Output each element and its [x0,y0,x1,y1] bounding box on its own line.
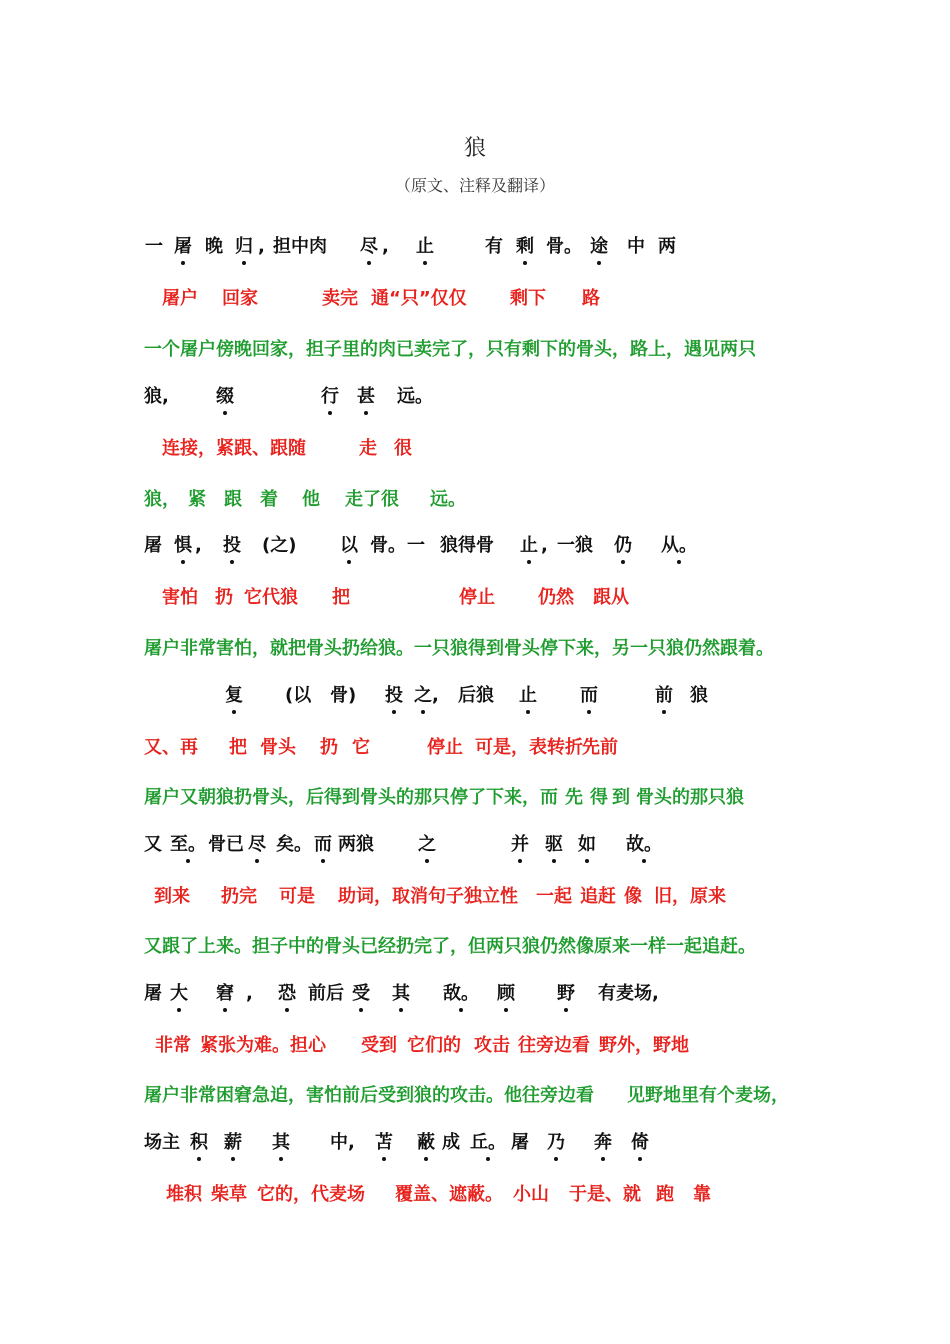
emphasized-word: 窘 [216,983,234,1004]
text-segment: 紧 [188,489,206,510]
text-segment: 见野地里有个麦场， [627,1085,789,1106]
emphasized-word: 以 [340,535,358,556]
text-segment: 得 [590,787,608,808]
text-segment: 屠 [511,1132,529,1153]
emphasized-word: 大 [170,983,188,1004]
text-segment: 助词，取消句子独立性 [338,886,518,907]
text-segment: 骨) [330,685,357,706]
text-segment: 一起 [536,886,572,907]
text-segment: , [541,535,548,556]
text-segment: 野外，野地 [599,1035,689,1056]
text-segment: 骨已 [208,834,244,855]
text-segment: 一 [145,236,163,257]
text-segment: 它 [352,737,370,758]
annotation-line [0,885,950,919]
text-segment: 两狼 [338,834,374,855]
text-segment: (以 [285,685,312,706]
emphasized-word: 止 [520,535,538,556]
emphasized-word: 蔽 [417,1132,435,1153]
text-segment: 狼得骨 [440,535,494,556]
text-segment: 它代狼 [244,587,298,608]
text-segment: 着 [260,489,278,510]
text-segment: 有麦场, [598,983,659,1004]
emphasized-word: 屠 [174,236,192,257]
emphasized-word: 剩 [516,236,534,257]
text-segment: 有 [485,236,503,257]
text-segment: 一个屠户傍晚回家，担子里的肉已卖完了，只有剩下的骨头，路上，遇见两只 [144,339,756,360]
translation-line [0,1084,950,1118]
text-segment: 仍然 [538,587,574,608]
emphasized-word: 而 [580,685,598,706]
annotation-line [0,437,950,471]
text-segment: 又 [144,834,162,855]
emphasized-word: 仍 [614,535,632,556]
text-segment: 骨。 [370,535,406,556]
text-segment: 狼, [144,386,169,407]
text-segment: 堆积 [166,1184,202,1205]
text-segment: 屠户非常困窘急迫，害怕前后受到狼的攻击。他往旁边看 [144,1085,594,1106]
annotation-line [0,586,950,620]
text-segment: 矣。 [276,834,312,855]
text-segment: 可是 [279,886,315,907]
text-segment: 受到 [361,1035,397,1056]
text-segment: 屠 [144,983,162,1004]
emphasized-word: 前 [655,685,673,706]
text-segment: 卖完 [322,288,358,309]
text-segment: 骨头的那只狼 [636,787,744,808]
emphasized-word: 野 [557,983,575,1004]
original-text-line [0,982,950,1016]
text-segment: 覆盖、遮蔽。 [395,1184,503,1205]
annotation-line [0,1183,950,1217]
text-segment: 扔 [215,587,233,608]
text-segment: (之) [262,535,297,556]
text-segment: 屠户非常害怕，就把骨头扔给狼。一只狼得到骨头停下来，另一只狼仍然跟着。 [144,638,774,659]
emphasized-word: 归 [235,236,253,257]
emphasized-word: 奔 [594,1132,612,1153]
annotation-line [0,287,950,321]
text-segment: 于是、就 [569,1184,641,1205]
emphasized-word: 受 [352,983,370,1004]
emphasized-word: 驱 [545,834,563,855]
emphasized-word: 至。 [170,834,206,855]
text-segment: 旧，原来 [654,886,726,907]
text-segment: 他 [302,489,320,510]
text-segment: 远。 [397,386,433,407]
text-segment: 跟 [224,489,242,510]
text-segment: 先前 [582,737,618,758]
emphasized-word: 甚 [357,386,375,407]
text-segment: 像 [624,886,642,907]
emphasized-word: 途 [590,236,608,257]
text-segment: 到 [612,787,630,808]
emphasized-word: 行 [321,386,339,407]
text-segment: 回家 [222,288,258,309]
emphasized-word: 尽 [360,236,378,257]
text-segment: 紧张为难。担心 [200,1035,326,1056]
annotation-line [0,736,950,770]
annotation-line [0,1034,950,1068]
text-segment: 屠户又朝狼扔骨头，后得到骨头的那只停了下来，而 [144,787,558,808]
text-segment: 害怕 [162,587,198,608]
text-segment: 又、再 [144,737,198,758]
text-segment: 担中肉 [273,236,327,257]
original-text-line [0,1131,950,1165]
text-segment: 后狼 [458,685,494,706]
emphasized-word: 其 [392,983,410,1004]
emphasized-word: 积 [190,1132,208,1153]
text-segment: , [195,535,202,556]
emphasized-word: 顾 [497,983,515,1004]
text-segment: 跟从 [593,587,629,608]
emphasized-word: 止 [416,236,434,257]
translation-line [0,637,950,671]
emphasized-word: 薪 [224,1132,242,1153]
text-segment: 狼， [144,489,180,510]
text-segment: 柴草 [211,1184,247,1205]
text-segment: 攻击 [474,1035,510,1056]
text-segment: 屠 [144,535,162,556]
text-segment: 追赶 [580,886,616,907]
emphasized-word: 故。 [626,834,662,855]
text-segment: 它的，代麦场 [257,1184,365,1205]
text-segment: 一 [407,535,425,556]
text-segment: 路 [582,288,600,309]
emphasized-word: 惧 [174,535,192,556]
emphasized-word: 倚 [631,1132,649,1153]
text-segment: 走 [359,438,377,459]
emphasized-word: 丘。 [470,1132,506,1153]
text-segment: 狼 [690,685,708,706]
emphasized-word: 其 [272,1132,290,1153]
text-segment: 靠 [693,1184,711,1205]
text-segment: 剩下 [510,288,546,309]
emphasized-word: 并 [511,834,529,855]
text-segment: 扔完 [221,886,257,907]
emphasized-word: 恐 [278,983,296,1004]
emphasized-word: 投 [385,685,403,706]
text-segment: 场主 [144,1132,180,1153]
text-segment: 远。 [430,489,466,510]
text-segment: 晚 [205,236,223,257]
text-segment: 非常 [155,1035,191,1056]
text-segment: 很 [394,438,412,459]
emphasized-word: 从。 [661,535,697,556]
text-segment: , [382,236,389,257]
original-text-line [0,684,950,718]
emphasized-word: 之 [418,834,436,855]
text-segment: 屠户 [162,288,198,309]
text-segment: 先 [565,787,583,808]
emphasized-word: 复 [225,685,243,706]
emphasized-word: 敌。 [443,983,479,1004]
text-segment: 一狼 [557,535,593,556]
emphasized-word: 缀 [216,386,234,407]
text-segment: 把 [229,737,247,758]
text-segment: 中 [627,236,645,257]
text-segment: 走了很 [345,489,399,510]
text-segment: 前后 [308,983,344,1004]
text-segment: 扔 [320,737,338,758]
page-title: 狼 [463,136,486,161]
text-segment: 可是，表转折 [475,737,583,758]
emphasized-word: 尽 [248,834,266,855]
text-segment: 中, [330,1132,355,1153]
text-segment: 连接，紧跟、跟随 [162,438,306,459]
text-segment: 停止 [427,737,463,758]
translation-line [0,935,950,969]
translation-line [0,488,950,522]
text-segment: 小山 [513,1184,549,1205]
text-segment: 停止 [459,587,495,608]
original-text-line [0,833,950,867]
page-subtitle: （原文、注释及翻译） [394,176,555,195]
text-segment: 骨头 [260,737,296,758]
text-segment: 往旁边看 [518,1035,590,1056]
text-segment: 把 [332,587,350,608]
original-text-line [0,385,950,419]
emphasized-word: 如 [578,834,596,855]
emphasized-word: 而 [314,834,332,855]
translation-line [0,786,950,820]
emphasized-word: 乃 [547,1132,565,1153]
text-segment: 它们的 [407,1035,461,1056]
emphasized-word: 之 [414,685,432,706]
text-segment: , [258,236,265,257]
original-text-line [0,534,950,568]
emphasized-word: 苫 [375,1132,393,1153]
translation-line [0,338,950,372]
emphasized-word: 投 [223,535,241,556]
text-segment: , [432,685,439,706]
text-segment: 又跟了上来。担子中的骨头已经扔完了，但两只狼仍然像原来一样一起追赶。 [144,936,756,957]
text-segment: , [246,983,253,1004]
text-segment: 跑 [656,1184,674,1205]
text-segment: 骨。 [546,236,582,257]
original-text-line [0,235,950,269]
text-segment: 到来 [154,886,190,907]
emphasized-word: 止 [519,685,537,706]
text-segment: 两 [658,236,676,257]
text-segment: 成 [442,1132,460,1153]
text-segment: 通“只”仅仅 [371,288,467,309]
